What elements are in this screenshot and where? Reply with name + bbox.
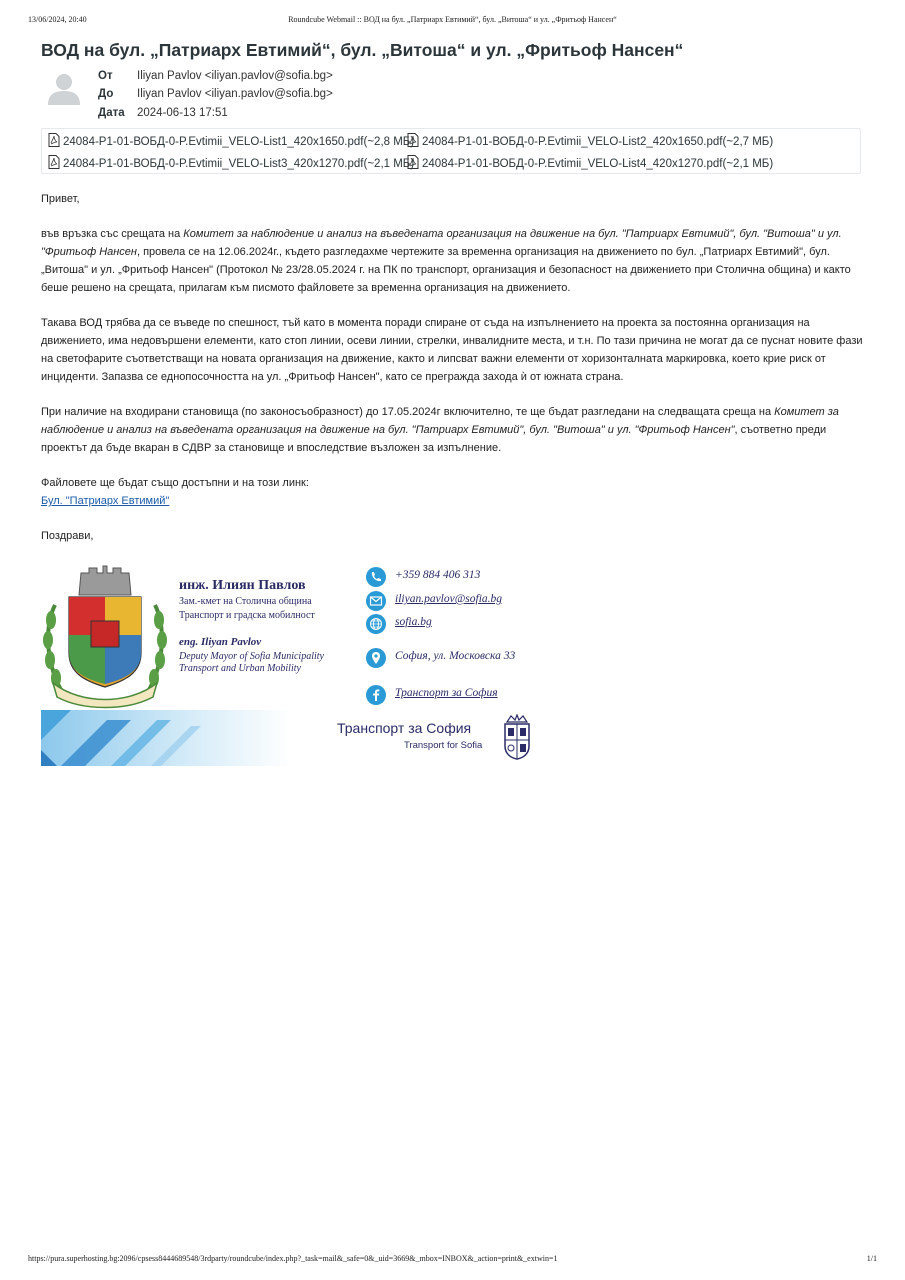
attachment-name: 24084-P1-01-ВОБД-0-P.Evtimii_VELO-List4_420x1270.pdf — [422, 158, 723, 170]
signature-title-en-2: Transport and Urban Mobility — [179, 663, 301, 674]
body-paragraph-3 — [41, 403, 865, 457]
print-page-title: Roundcube Webmail :: ВОД на бул. „Патриарх Евтимий“, бул. „Витоша“ и ул. „Фритьоф Нансен“ — [288, 15, 617, 24]
address-text: София, ул. Московска 33 — [395, 650, 516, 662]
attachment-size: (~2,8 МБ) — [363, 136, 415, 148]
message-body — [41, 190, 865, 562]
to-label: До — [98, 88, 114, 100]
facebook-link[interactable]: Транспорт за София — [395, 687, 498, 699]
pdf-icon — [48, 133, 60, 147]
website-link[interactable]: sofia.bg — [395, 616, 432, 628]
message-subject: ВОД на бул. „Патриарх Евтимий“, бул. „Витоша“ и ул. „Фритьоф Нансен“ — [41, 40, 684, 60]
phone-text: +359 884 406 313 — [395, 569, 481, 581]
to-value[interactable]: Iliyan Pavlov <iliyan.pavlov@sofia.bg> — [137, 88, 333, 100]
signature-name-en: eng. Iliyan Pavlov — [179, 636, 262, 648]
pdf-icon — [407, 155, 419, 169]
attachment-name: 24084-P1-01-ВОБД-0-P.Evtimii_VELO-List1_420x1650.pdf — [63, 136, 364, 148]
attachment-item[interactable] — [48, 155, 414, 171]
email-icon — [366, 591, 386, 611]
date-label: Дата — [98, 107, 125, 119]
phone-icon — [366, 567, 386, 587]
print-page-number: 1/1 — [866, 1254, 877, 1263]
print-footer — [28, 1254, 877, 1266]
attachment-size: (~2,1 МБ) — [722, 158, 774, 170]
from-value[interactable]: Iliyan Pavlov <iliyan.pavlov@sofia.bg> — [137, 70, 333, 82]
print-header — [28, 15, 877, 27]
body-paragraph-4 — [41, 474, 865, 510]
print-datetime: 13/06/2024, 20:40 — [28, 15, 87, 24]
attachment-size: (~2,7 МБ) — [722, 136, 774, 148]
brand-name-bg: Транспорт за София — [337, 720, 472, 736]
greeting: Привет, — [41, 193, 80, 205]
from-label: От — [98, 70, 113, 82]
transport-for-sofia-logo-icon — [501, 714, 533, 760]
attachment-size: (~2,1 МБ) — [363, 158, 415, 170]
date-value: 2024-06-13 17:51 — [137, 107, 228, 119]
files-link[interactable]: Бул. "Патриарх Евтимий" — [41, 495, 170, 507]
attachment-item[interactable] — [407, 155, 773, 171]
location-pin-icon — [366, 648, 386, 668]
attachment-item[interactable] — [407, 133, 773, 149]
files-link-intro: Файловете ще бъдат също достъпни и на този линк: — [41, 477, 309, 489]
p3-committee-name: Комитет за наблюдение и анализ на въведената организация на движение на бул. "Патриарх Евтимий", бул. "Витоша" и ул. "Фритьоф Нансен" — [41, 406, 839, 436]
signature-title-bg-2: Транспорт и градска мобилност — [179, 610, 315, 621]
p1-committee-name: Комитет за наблюдение и анализ на въведената организация на движение на бул. "Патриарх Евтимий", бул. "Витоша" и ул. "Фритьоф Нансен — [41, 228, 842, 258]
p1-text-b: , провела се на 12.06.2024г., където разгледахме чертежите за временна организация на движението по бул. „Патриарх Евтимий", бул. „Витоша" и ул. „Фритьоф Нансен" (Протокол № 23/28.05.2024 г. на ПК по транспорт, организация и безопасност на движението при Столична община) и както беше решено на срещата, прилагам към писмото файловете за временна организация на движението. — [41, 246, 851, 294]
body-paragraph-1 — [41, 225, 865, 297]
body-paragraph-2: Такава ВОД трябва да се въведе по спешност, тъй като в момента поради спиране от съда на изпълнението на проекта за постоянна организация на движението, има недовършени елементи, като стоп линии, осеви линии, стрелки, инвалидните места, и т.н. По тази причина не могат да се пуснат новите фази на светофарите съответстващи на новата организация на движение, както и липсват важни елементи от хоризонталната маркировка, което крие риск от инциденти. Запазва се еднопосочността на ул. „Фритьоф Нансен", като се преграждa захода ѝ от южната страна. — [41, 317, 863, 383]
signature-title-bg-1: Зам.-кмет на Столична община — [179, 596, 312, 607]
attachment-name: 24084-P1-01-ВОБД-0-P.Evtimii_VELO-List3_420x1270.pdf — [63, 158, 364, 170]
pdf-icon — [407, 133, 419, 147]
attachment-item[interactable] — [48, 133, 414, 149]
facebook-icon — [366, 685, 386, 705]
pdf-icon — [48, 155, 60, 169]
closing: Поздрави, — [41, 530, 94, 542]
signature-title-en-1: Deputy Mayor of Sofia Municipality — [179, 651, 324, 662]
user-avatar-icon — [47, 72, 81, 106]
print-url: https://pura.superhosting.bg:2096/cpsess8444689548/3rdparty/roundcube/index.php?_task=mail&_safe=0&_uid=3669&_mbox=INBOX&_action=print&_extwin=1 — [28, 1254, 558, 1263]
brand-name-en: Transport for Sofia — [404, 740, 483, 751]
signature-banner — [41, 710, 291, 766]
p3-text-b: , съответно преди проектът да бъде вкаран в СДВР за становище и впоследствие възложен за изпълнение. — [41, 424, 827, 454]
attachment-list — [41, 128, 861, 174]
p1-text-a: във връзка със срещата на — [41, 228, 184, 240]
attachment-name: 24084-P1-01-ВОБД-0-P.Evtimii_VELO-List2_420x1650.pdf — [422, 136, 723, 148]
globe-icon — [366, 614, 386, 634]
email-link[interactable]: iliyan.pavlov@sofia.bg — [395, 593, 503, 605]
sofia-coat-of-arms-icon — [41, 565, 169, 709]
p3-text-a: При наличие на входирани становища (по законосъобразност) до 17.05.2024г включително, те ще бъдат разгледани на следващата среща на — [41, 406, 775, 418]
signature-name-bg: инж. Илиян Павлов — [179, 578, 306, 593]
